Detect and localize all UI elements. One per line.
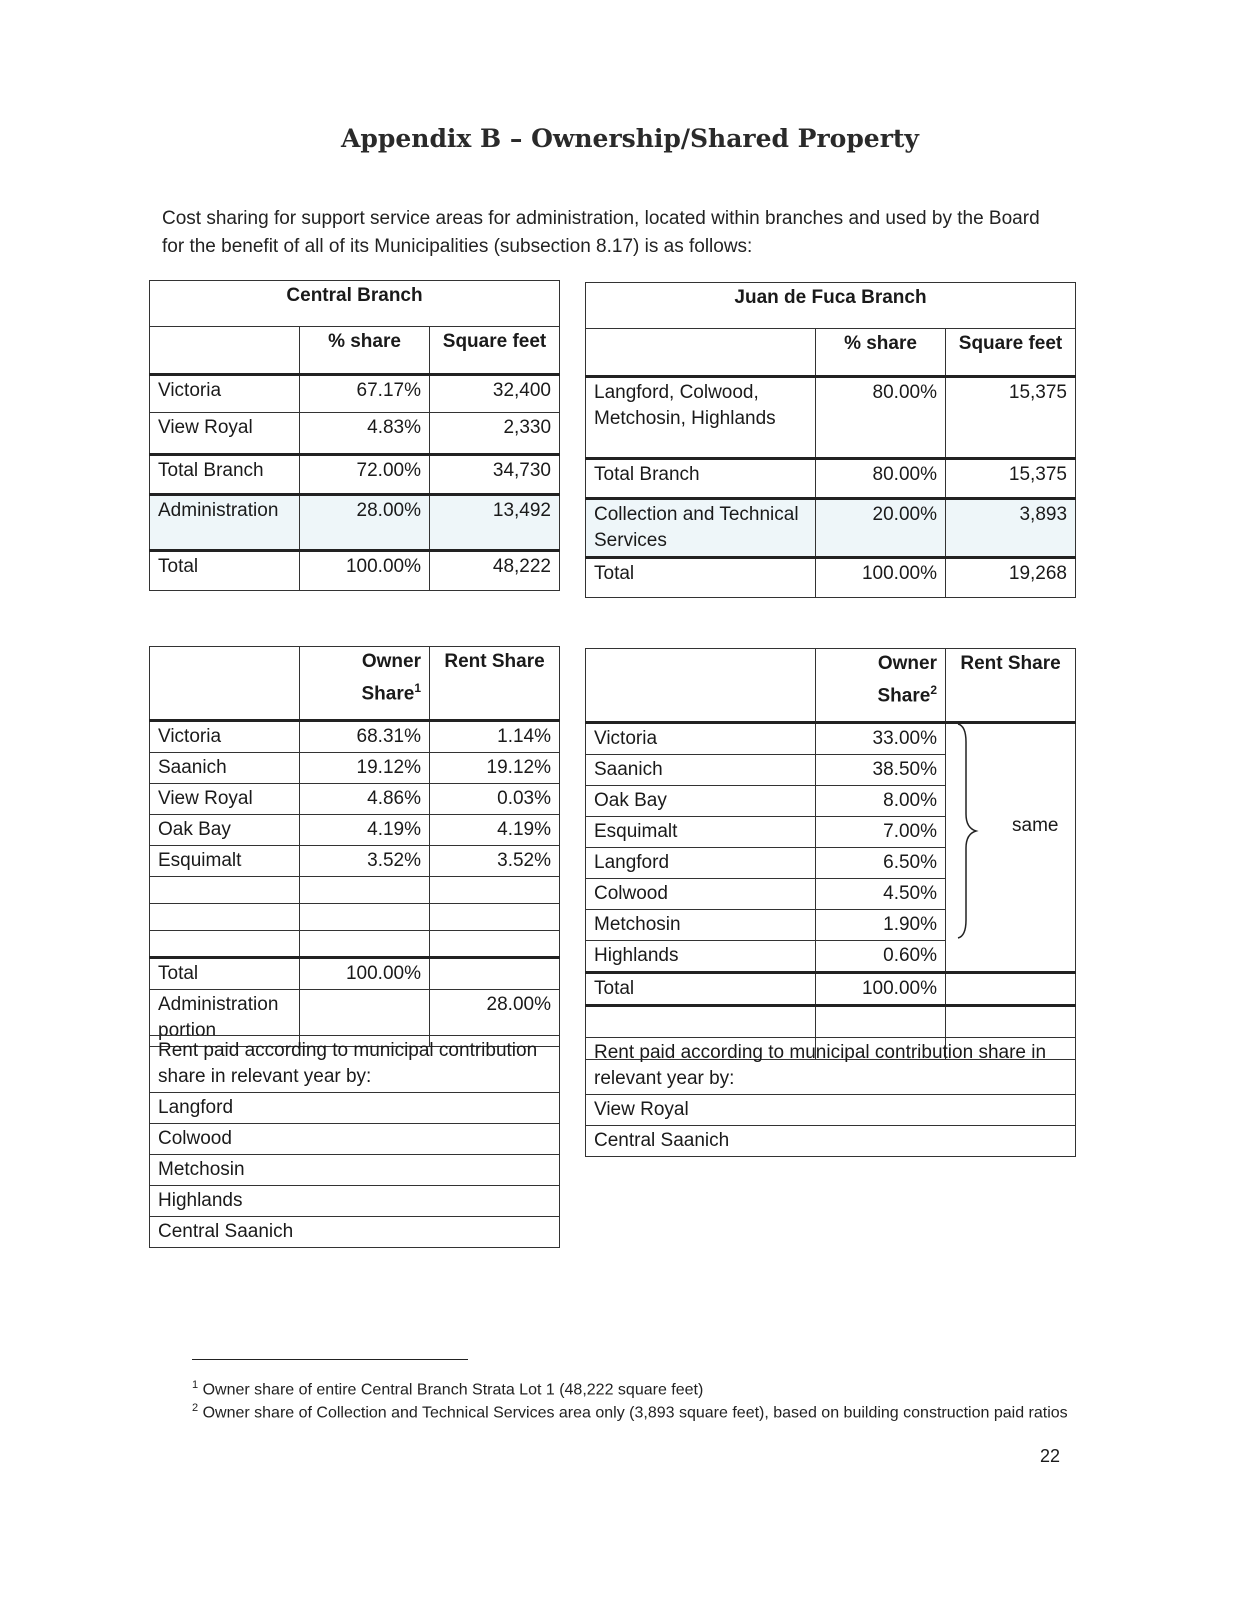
row-owner: 4.86%	[300, 784, 430, 815]
row-name: Victoria	[586, 723, 816, 755]
curly-brace-icon	[950, 722, 980, 940]
row-name: View Royal	[150, 784, 300, 815]
row-share: 4.83%	[300, 413, 430, 455]
col-owner-label: Owner Share	[877, 653, 937, 707]
jdf-branch-table	[585, 282, 1076, 598]
total-branch-label: Total Branch	[586, 459, 816, 499]
row-name: Esquimalt	[586, 817, 816, 848]
empty-cell	[430, 904, 560, 931]
row-owner: 1.90%	[816, 910, 946, 941]
empty-cell	[150, 877, 300, 904]
footnote-2	[192, 1397, 1072, 1424]
jdf-owner-table	[585, 648, 1076, 1060]
total-share: 100.00%	[300, 551, 430, 591]
footnote-number: 1	[192, 1379, 199, 1391]
row-name: Highlands	[586, 941, 816, 973]
total-label: Total	[586, 973, 816, 1006]
total-owner: 100.00%	[300, 958, 430, 990]
row-name: Langford, Colwood, Metchosin, Highlands	[586, 377, 816, 459]
row-name: Colwood	[586, 879, 816, 910]
intro-paragraph: Cost sharing for support service areas for administration, located within branches and used by the Board for the benefit of all of its Municipalities (subsection 8.17) is as follows:	[162, 208, 1040, 257]
central-branch-table	[149, 280, 560, 591]
row-share: 67.17%	[300, 375, 430, 413]
row-name: Langford	[586, 848, 816, 879]
col-owner-header	[816, 649, 946, 723]
total-share: 100.00%	[816, 558, 946, 598]
total-label: Total	[150, 551, 300, 591]
row-owner: 4.19%	[300, 815, 430, 846]
col-owner-label: Owner Share	[361, 651, 421, 705]
col-rent-header: Rent Share	[430, 647, 560, 721]
row-owner: 3.52%	[300, 846, 430, 877]
rent-paid-header: Rent paid according to municipal contribution share in relevant year by:	[586, 1038, 1076, 1095]
footnote-divider	[192, 1359, 468, 1360]
row-owner: 8.00%	[816, 786, 946, 817]
row-sqft: 2,330	[430, 413, 560, 455]
row-rent: 0.03%	[430, 784, 560, 815]
admin-label: Administration	[150, 495, 300, 551]
row-rent: 1.14%	[430, 721, 560, 753]
col-owner-header	[300, 647, 430, 721]
rent-paid-item: Langford	[150, 1093, 560, 1124]
total-branch-sqft: 15,375	[946, 459, 1076, 499]
empty-cell	[300, 877, 430, 904]
row-owner: 0.60%	[816, 941, 946, 973]
row-sqft: 15,375	[946, 377, 1076, 459]
total-branch-label: Total Branch	[150, 455, 300, 495]
total-owner: 100.00%	[816, 973, 946, 1006]
page-number: 22	[1040, 1446, 1061, 1466]
footnote-ref: 1	[414, 681, 421, 695]
same-label: same	[1012, 815, 1059, 836]
footnote-ref: 2	[930, 683, 937, 697]
col-share-header: % share	[816, 329, 946, 377]
row-name: Saanich	[586, 755, 816, 786]
empty-cell	[430, 877, 560, 904]
total-sqft: 48,222	[430, 551, 560, 591]
cts-sqft: 3,893	[946, 499, 1076, 558]
row-owner: 4.50%	[816, 879, 946, 910]
row-rent: 3.52%	[430, 846, 560, 877]
rent-paid-item: Colwood	[150, 1124, 560, 1155]
rent-paid-item: Central Saanich	[150, 1217, 560, 1248]
rent-paid-item: Highlands	[150, 1186, 560, 1217]
row-owner: 19.12%	[300, 753, 430, 784]
col-rent-header: Rent Share	[946, 649, 1076, 723]
empty-cell	[150, 931, 300, 958]
admin-share: 28.00%	[300, 495, 430, 551]
empty-cell	[150, 327, 300, 375]
row-owner: 68.31%	[300, 721, 430, 753]
total-branch-share: 80.00%	[816, 459, 946, 499]
row-owner: 7.00%	[816, 817, 946, 848]
row-owner: 33.00%	[816, 723, 946, 755]
col-share-header: % share	[300, 327, 430, 375]
empty-cell	[300, 904, 430, 931]
row-owner: 6.50%	[816, 848, 946, 879]
cts-share: 20.00%	[816, 499, 946, 558]
row-share: 80.00%	[816, 377, 946, 459]
total-branch-sqft: 34,730	[430, 455, 560, 495]
admin-portion-rent: 28.00%	[430, 990, 560, 1047]
page-title: Appendix B – Ownership/Shared Property	[341, 124, 919, 153]
rent-paid-item: Central Saanich	[586, 1126, 1076, 1157]
jdf-rent-table	[585, 1037, 1076, 1157]
central-owner-table	[149, 646, 560, 1047]
empty-cell	[946, 973, 1076, 1006]
total-branch-share: 72.00%	[300, 455, 430, 495]
empty-cell	[586, 649, 816, 723]
col-sqft-header: Square feet	[430, 327, 560, 375]
row-name: Victoria	[150, 375, 300, 413]
row-name: Saanich	[150, 753, 300, 784]
empty-cell	[586, 329, 816, 377]
row-name: Oak Bay	[150, 815, 300, 846]
rent-paid-item: View Royal	[586, 1095, 1076, 1126]
row-sqft: 32,400	[430, 375, 560, 413]
empty-cell	[300, 931, 430, 958]
cts-label: Collection and Technical Services	[586, 499, 816, 558]
footnote-number: 2	[192, 1402, 199, 1414]
total-sqft: 19,268	[946, 558, 1076, 598]
rent-paid-header: Rent paid according to municipal contribution share in relevant year by:	[150, 1036, 560, 1093]
row-rent: 4.19%	[430, 815, 560, 846]
empty-cell	[430, 958, 560, 990]
central-rent-table	[149, 1035, 560, 1248]
row-name: Victoria	[150, 721, 300, 753]
row-name: Metchosin	[586, 910, 816, 941]
row-rent: 19.12%	[430, 753, 560, 784]
col-sqft-header: Square feet	[946, 329, 1076, 377]
jdf-branch-heading: Juan de Fuca Branch	[586, 283, 1076, 329]
total-label: Total	[150, 958, 300, 990]
admin-portion-label: Administration portion	[150, 990, 300, 1047]
empty-cell	[150, 904, 300, 931]
total-label: Total	[586, 558, 816, 598]
footnote-text: Owner share of entire Central Branch Strata Lot 1 (48,222 square feet)	[202, 1381, 704, 1399]
admin-sqft: 13,492	[430, 495, 560, 551]
row-name: View Royal	[150, 413, 300, 455]
footnote-text: Owner share of Collection and Technical Services area only (3,893 square feet), based on building construction paid ratios	[202, 1404, 1068, 1422]
empty-cell	[430, 931, 560, 958]
central-branch-heading: Central Branch	[150, 281, 560, 327]
empty-cell	[150, 647, 300, 721]
row-name: Oak Bay	[586, 786, 816, 817]
row-name: Esquimalt	[150, 846, 300, 877]
row-owner: 38.50%	[816, 755, 946, 786]
rent-paid-item: Metchosin	[150, 1155, 560, 1186]
